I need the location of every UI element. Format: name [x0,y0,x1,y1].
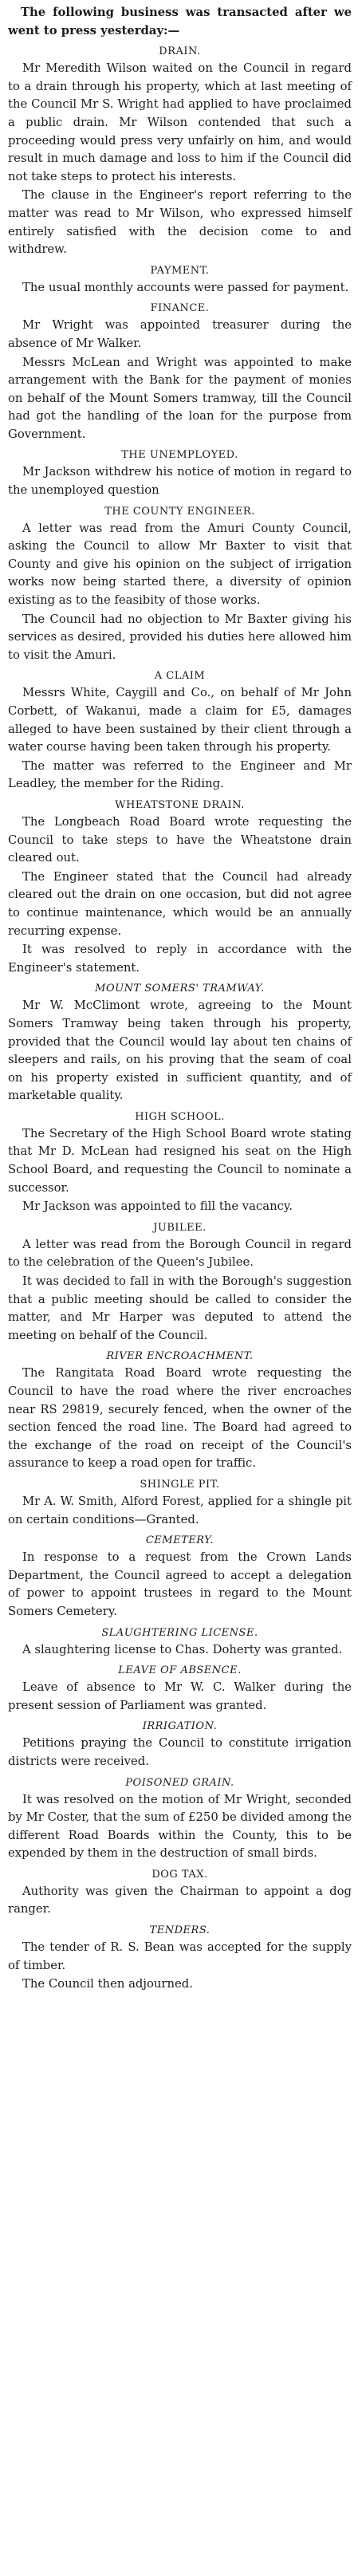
section-paragraph: Mr Meredith Wilson waited on the Council in regard to a drain through his property, which at last meeting of the Council Mr S. Wright had applied to have proclaimed a public drain. Mr Wilson contended that such a proceeding would press very unfairly on him, and would result in much damage and loss to him if the Council did not take steps to protect his interests. [8,61,352,183]
section-paragraph: Mr Jackson was appointed to fill the vacancy. [22,1199,293,1214]
section-paragraph: The Secretary of the High School Board wrote stating that Mr D. McLean had resigned his seat on the High School Board, and requesting the Council to nominate a successor. [8,1126,352,1195]
section-heading-cemetery: CEMETERY. [145,1534,214,1547]
section-paragraph: The matter was referred to the Engineer and Mr Leadley, the member for the Riding. [8,758,352,791]
section-paragraph: It was decided to fall in with the Borough's suggestion that a public meeting should be called to consider the matter, and Mr Harper was deputed to attend the meeting on behalf of the Council. [8,1274,352,1342]
section-heading-river-encroachment: RIVER ENCROACHMENT. [106,1350,254,1363]
section-heading-the-county-engineer: THE COUNTY ENGINEER. [104,505,255,518]
section-heading-slaughtering-license: SLAUGHTERING LICENSE. [101,1626,258,1639]
section-paragraph: A letter was read from the Borough Council in regard to the celebration of the Queen's Jubilee. [8,1237,352,1270]
section-paragraph: In response to a request from the Crown Lands Department, the Council agreed to accept a delegation of power to appoint trustees in regard to the Mount Somers Cemetery. [8,1550,352,1618]
section-paragraph: The Council had no objection to Mr Baxter giving his services as desired, provided his duties here allowed him to visit the Amuri. [8,612,352,662]
section-paragraph: Messrs McLean and Wright was appointed to make arrangement with the Bank for the payment of monies on behalf of the Mount Somers tramway, till the Council had got the handling of the loan for the purpose from Government. [8,355,352,441]
section-heading-shingle-pit: SHINGLE PIT. [140,1478,220,1491]
section-heading-a-claim: A CLAIM [154,670,206,683]
section-heading-the-unemployed: THE UNEMPLOYED. [121,449,238,462]
section-paragraph: A slaughtering license to Chas. Doherty was granted. [22,1642,343,1656]
section-paragraph: Petitions praying the Council to constitute irrigation districts were received. [8,1736,352,1768]
section-heading-wheatstone-drain: WHEATSTONE DRAIN. [115,798,245,811]
section-heading-finance: FINANCE. [150,302,210,315]
section-paragraph: The Rangitata Road Board wrote requesting the Council to have the road where the river encroaches near RS 29819, securely fenced, when the owner of the section fenced the road line. The Board had agreed to the exchange of the road on receipt of the Council's assurance to keep a road open for traffic. [8,1366,352,1471]
section-paragraph: A letter was read from the Amuri County Council, asking the Council to allow Mr Baxter to visit that County and give his opinion on the subject of irrigation works now being started there, a diversity of opinion existing as to the feasibity of those works. [8,521,352,608]
section-paragraph: The Longbeach Road Board wrote requesting the Council to take steps to have the Wheatstone drain cleared out. [8,814,352,865]
section-heading-tenders: TENDERS. [149,1924,210,1937]
section-heading-jubilee: JUBILEE. [153,1221,207,1234]
section-heading-mount-somers-tramway: MOUNT SOMERS' TRAMWAY. [95,983,265,995]
section-paragraph: Messrs White, Caygill and Co., on behalf of Mr John Corbett, of Wakanui, made a claim for £5, damages alleged to have been sustained by their client through a water course having been taken through his property. [8,686,352,754]
section-heading-leave-of-absence: LEAVE OF ABSENCE. [118,1664,242,1677]
section-paragraph: It was resolved on the motion of Mr Wright, seconded by Mr Coster, that the sum of £250 be divided among the different Road Boards within the County, this to be expended by them in the destruction of small birds. [8,1792,352,1861]
section-heading-irrigation: IRRIGATION. [142,1720,218,1733]
section-heading-high-school: HIGH SCHOOL. [135,1110,225,1123]
section-paragraph: The Council then adjourned. [22,1977,193,1991]
section-heading-payment: PAYMENT. [150,264,210,277]
section-heading-poisoned-grain: POISONED GRAIN. [125,1776,234,1789]
section-paragraph: Mr W. McClimont wrote, agreeing to the Mount Somers Tramway being taken through his property, provided that the Council would lay about ten chains of sleepers and rails, on his proving that the seam of coal on his property existed in sufficient quantity, and of marketable quality. [8,998,352,1103]
section-heading-drain: DRAIN. [159,45,201,58]
section-paragraph: Mr Wright was appointed treasurer during the absence of Mr Walker. [8,318,352,350]
section-paragraph: It was resolved to reply in accordance with the Engineer's statement. [8,943,352,975]
section-paragraph: Authority was given the Chairman to appoint a dog ranger. [8,1884,352,1916]
section-paragraph: The Engineer stated that the Council had already cleared out the drain on one occasion, but did not agree to continue maintenance, which would be an annually recurring expense. [8,869,352,938]
intro-line: The following business was transacted after we went to press yesterday:— [8,6,352,37]
section-paragraph: The tender of R. S. Bean was accepted for the supply of timber. [8,1940,352,1972]
section-paragraph: Mr A. W. Smith, Alford Forest, applied for a shingle pit on certain conditions—Granted. [8,1494,352,1526]
section-paragraph: The clause in the Engineer's report referring to the matter was read to Mr Wilson, who expressed himself entirely satisfied with the decision come to and withdrew. [8,188,352,257]
section-paragraph: Leave of absence to Mr W. C. Walker during the present session of Parliament was granted. [8,1680,352,1712]
section-paragraph: Mr Jackson withdrew his notice of motion in regard to the unemployed question [8,465,352,498]
section-heading-dog-tax: DOG TAX. [151,1868,208,1881]
section-paragraph: The usual monthly accounts were passed for payment. [22,280,349,294]
